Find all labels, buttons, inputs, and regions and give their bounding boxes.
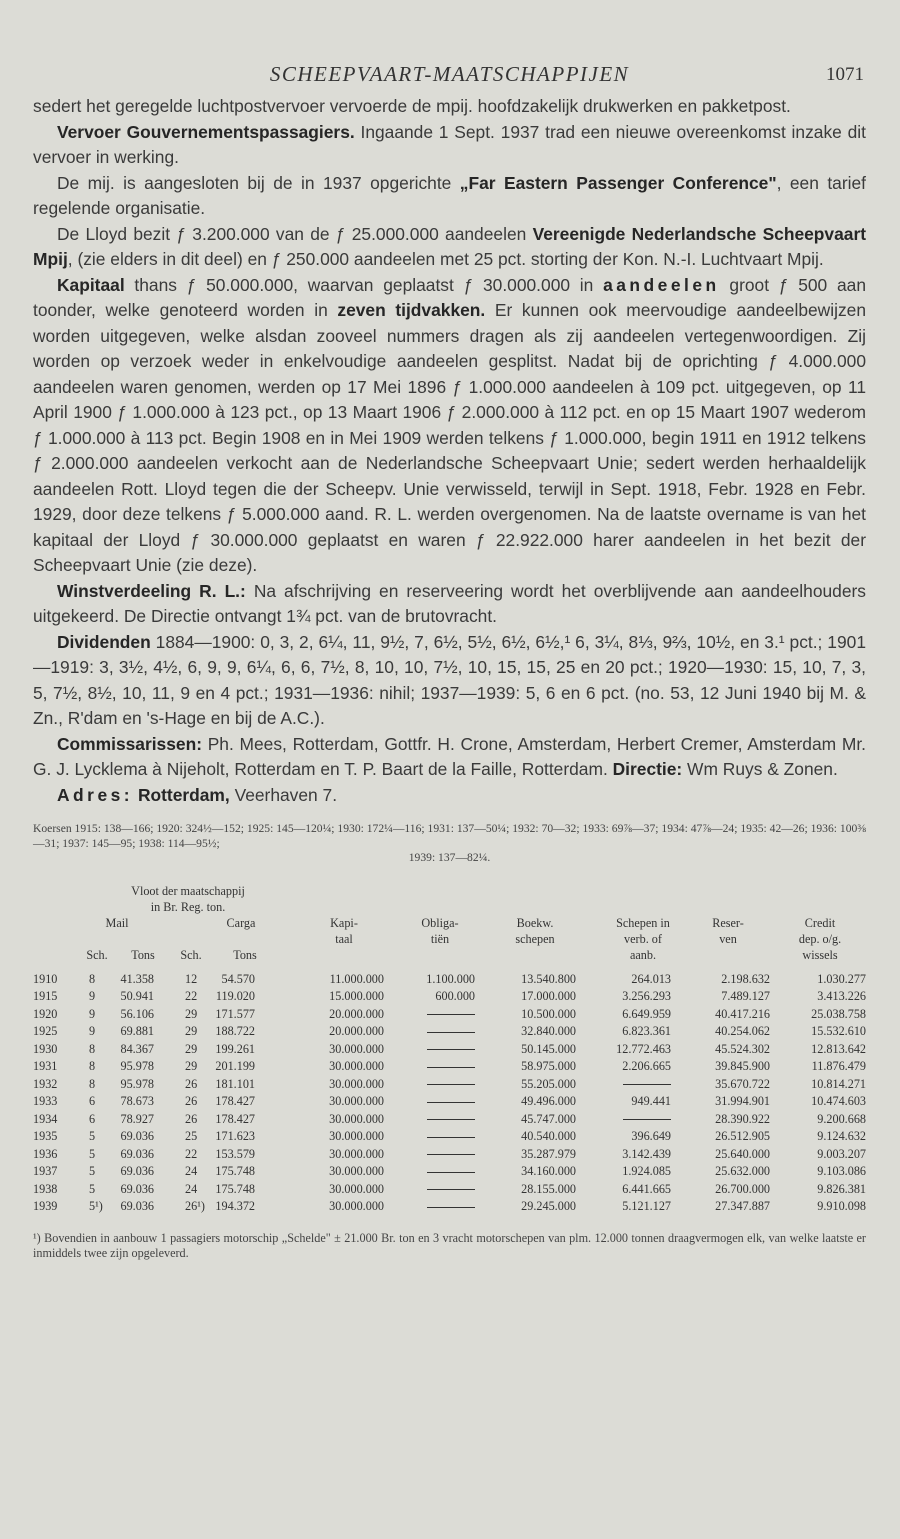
fleet-value: 9.124.632	[817, 1129, 866, 1143]
fleet-value: 45.747.000	[521, 1111, 576, 1126]
fleet-value: 30.000.000	[329, 1094, 384, 1108]
fleet-value: 20.000.000	[329, 1006, 384, 1021]
text-run: De Lloyd bezit ƒ 3.200.000 van de ƒ 25.000.000 aandeelen	[57, 223, 533, 244]
fleet-column-header: Tons	[233, 947, 257, 962]
fleet-year: 1910	[33, 971, 58, 986]
fleet-value: 9	[89, 989, 96, 1003]
fleet-value: 26	[185, 1111, 198, 1126]
fleet-column-header: verb. of	[624, 931, 662, 946]
empty-value-dash	[427, 1042, 475, 1057]
fleet-column-header: Kapi-	[330, 915, 358, 930]
fleet-value: 9.103.086	[817, 1164, 866, 1178]
fleet-value: 3.142.439	[622, 1146, 671, 1161]
fleet-value: 84.367	[120, 1041, 154, 1056]
paragraph	[33, 579, 866, 630]
fleet-value: 32.840.000	[521, 1024, 576, 1038]
fleet-value: 26	[185, 1094, 198, 1108]
page-number: 1071	[826, 64, 864, 85]
bold-term: Kapitaal	[57, 274, 125, 295]
fleet-year: 1934	[33, 1111, 58, 1126]
fleet-value: 12.813.642	[811, 1041, 866, 1056]
fleet-value: 25.038.758	[811, 1006, 866, 1021]
fleet-value: 949.441	[631, 1094, 671, 1108]
fleet-value: 30.000.000	[329, 1164, 384, 1178]
bold-term: aandeelen	[603, 274, 720, 295]
fleet-value: 9.003.207	[817, 1146, 866, 1161]
fleet-value: 50.145.000	[521, 1041, 576, 1056]
text-run: Veerhaven 7.	[229, 784, 338, 805]
fleet-value: 6	[89, 1111, 96, 1126]
fleet-year: 1925	[33, 1024, 58, 1038]
fleet-value: 6.441.665	[622, 1181, 671, 1196]
fleet-value: 600.000	[435, 989, 475, 1003]
bold-term: „Far Eastern Passenger Conference"	[459, 172, 777, 193]
paragraph	[33, 94, 866, 120]
fleet-value: 396.649	[631, 1129, 671, 1143]
fleet-year: 1930	[33, 1041, 58, 1056]
empty-value-dash	[427, 1199, 475, 1214]
page-header	[33, 60, 866, 94]
paragraph	[33, 171, 866, 222]
fleet-value: 24	[185, 1181, 198, 1196]
fleet-year: 1939	[33, 1199, 58, 1213]
fleet-value: 26¹)	[185, 1199, 205, 1213]
paragraph	[33, 630, 866, 732]
fleet-value: 9.200.668	[817, 1111, 866, 1126]
dash-line	[427, 1014, 475, 1015]
fleet-value: 25	[185, 1129, 198, 1143]
footnote: ¹) Bovendien in aanbouw 1 passagiers motorschip „Schelde" ± 21.000 Br. ton en 3 vracht motorschepen van plm. 12.000 tonnen draagvermogen elk, van welke laatste er inmiddels twee zijn opgeleverd.	[33, 1230, 866, 1260]
fleet-value: 30.000.000	[329, 1181, 384, 1196]
fleet-value: 15.000.000	[329, 989, 384, 1003]
fleet-value: 11.000.000	[329, 971, 384, 986]
fleet-value: 171.577	[215, 1006, 255, 1021]
fleet-value: 69.036	[120, 1129, 154, 1143]
fleet-value: 30.000.000	[329, 1076, 384, 1091]
fleet-value: 40.417.216	[715, 1006, 770, 1021]
fleet-value: 5¹)	[89, 1199, 103, 1213]
fleet-value: 1.924.085	[622, 1164, 671, 1178]
fleet-value: 5	[89, 1146, 96, 1161]
empty-value-dash	[427, 1077, 475, 1092]
fleet-value: 3.256.293	[622, 989, 671, 1003]
fleet-value: 3.413.226	[817, 989, 866, 1003]
bold-term: Dividenden	[57, 631, 151, 652]
fleet-value: 28.155.000	[521, 1181, 576, 1196]
fleet-value: 13.540.800	[521, 971, 576, 986]
fleet-value: 15.532.610	[811, 1024, 866, 1038]
fleet-column-header: Reser-	[712, 915, 744, 930]
empty-value-dash	[427, 1164, 475, 1179]
fleet-column-header: Schepen in	[616, 915, 670, 930]
fleet-value: 153.579	[215, 1146, 255, 1161]
fleet-value: 22	[185, 1146, 198, 1161]
fleet-column-header: Credit	[804, 915, 836, 930]
fleet-value: 10.814.271	[811, 1076, 866, 1091]
fleet-value: 69.036	[120, 1146, 154, 1161]
fleet-value: 8	[89, 1059, 96, 1073]
dash-line	[427, 1137, 475, 1138]
fleet-value: 201.199	[215, 1059, 255, 1073]
fleet-column-header: Sch.	[86, 947, 108, 962]
dash-line	[427, 1189, 475, 1190]
fleet-value: 40.540.000	[521, 1129, 576, 1143]
koersen-block	[33, 822, 866, 866]
fleet-value: 119.020	[215, 989, 255, 1003]
dash-line	[623, 1119, 671, 1120]
fleet-value: 6.649.959	[622, 1006, 671, 1021]
fleet-column-header: tiën	[430, 931, 450, 946]
fleet-value: 175.748	[215, 1181, 255, 1196]
paragraph	[33, 783, 866, 809]
empty-value-dash	[623, 1077, 671, 1092]
running-title: SCHEEPVAART-MAATSCHAPPIJEN	[269, 62, 630, 86]
bold-term: Rotterdam,	[137, 784, 230, 805]
fleet-year: 1920	[33, 1006, 58, 1021]
fleet-value: 29	[185, 1024, 198, 1038]
fleet-value: 8	[89, 1076, 96, 1091]
dash-line	[427, 1154, 475, 1155]
fleet-column-header: aanb.	[629, 947, 657, 962]
fleet-value: 181.101	[215, 1076, 255, 1091]
fleet-value: 69.036	[120, 1199, 154, 1213]
fleet-year: 1937	[33, 1164, 58, 1178]
dash-line	[427, 1084, 475, 1085]
fleet-value: 26.700.000	[715, 1181, 770, 1196]
fleet-value: 24	[185, 1164, 198, 1178]
fleet-value: 50.941	[120, 989, 154, 1003]
fleet-subgroup-header: Carga	[226, 915, 256, 930]
fleet-value: 26	[185, 1076, 198, 1091]
bold-term: Adres:	[57, 784, 134, 805]
text-run: 1884—1900: 0, 3, 2, 6¼, 11, 9½, 7, 6½, 5½, 6½, 6½,¹ 6, 3¼, 8⅓, 9⅔, 10½, en 3.¹ pct.; 1901—1919: 3, 3½, 4½, 6, 9, 9, 6¼, 6, 6, 7½, 8, 10, 10, 7½, 10, 15, 15, 25 en 20 pct.; 1920—1930: 15, 10, 7, 3, 5, 7½, 8½, 10, 11, 9 en 4 pct.; 1931—1936: nihil; 1937—1939: 5, 6 en 6 pct. (no. 53, 12 Juni 1940 bij M. & Zn., R'dam en 's-Hage en bij de A.C.).	[33, 631, 866, 728]
fleet-table	[33, 884, 866, 1219]
dash-line	[427, 1119, 475, 1120]
empty-value-dash	[427, 1094, 475, 1109]
fleet-value: 194.372	[215, 1199, 255, 1213]
fleet-value: 30.000.000	[329, 1111, 384, 1126]
fleet-value: 78.673	[120, 1094, 154, 1108]
fleet-value: 178.427	[215, 1111, 255, 1126]
fleet-value: 30.000.000	[329, 1059, 384, 1073]
empty-value-dash	[427, 1024, 475, 1039]
fleet-value: 11.876.479	[811, 1059, 866, 1073]
bold-term: Winstverdeeling R. L.:	[57, 580, 246, 601]
fleet-value: 35.287.979	[521, 1146, 576, 1161]
fleet-value: 5.121.127	[622, 1199, 671, 1213]
fleet-value: 2.206.665	[622, 1059, 671, 1073]
koersen-text-end: 1939: 137—82¼.	[408, 851, 491, 864]
fleet-value: 27.347.887	[715, 1199, 770, 1213]
fleet-value: 34.160.000	[521, 1164, 576, 1178]
fleet-value: 17.000.000	[521, 989, 576, 1003]
fleet-value: 5	[89, 1129, 96, 1143]
fleet-value: 188.722	[215, 1024, 255, 1038]
paragraph	[33, 273, 866, 579]
fleet-value: 29	[185, 1006, 198, 1021]
fleet-column-header: ven	[719, 931, 737, 946]
fleet-value: 6	[89, 1094, 96, 1108]
empty-value-dash	[427, 1112, 475, 1127]
fleet-column-header: schepen	[515, 931, 555, 946]
fleet-value: 199.261	[215, 1041, 255, 1056]
fleet-value: 29	[185, 1041, 198, 1056]
fleet-value: 30.000.000	[329, 1146, 384, 1161]
fleet-column-header: wissels	[802, 947, 838, 962]
fleet-value: 25.632.000	[715, 1164, 770, 1178]
dash-line	[623, 1084, 671, 1085]
fleet-value: 22	[185, 989, 198, 1003]
dash-line	[427, 1049, 475, 1050]
fleet-value: 69.036	[120, 1164, 154, 1178]
empty-value-dash	[427, 1182, 475, 1197]
paragraph	[33, 222, 866, 273]
fleet-value: 5	[89, 1181, 96, 1196]
dash-line	[427, 1032, 475, 1033]
fleet-group-header: Vloot der maatschappij	[131, 883, 245, 898]
fleet-value: 78.927	[120, 1111, 154, 1126]
fleet-value: 6.823.361	[622, 1024, 671, 1038]
fleet-value: 30.000.000	[329, 1199, 384, 1213]
fleet-value: 175.748	[215, 1164, 255, 1178]
fleet-value: 2.198.632	[721, 971, 770, 986]
fleet-value: 54.570	[221, 971, 255, 986]
fleet-value: 9	[89, 1024, 96, 1038]
fleet-year: 1931	[33, 1059, 58, 1073]
fleet-group-header: in Br. Reg. ton.	[150, 899, 226, 914]
text-run: sedert het geregelde luchtpostvervoer vervoerde de mpij. hoofdzakelijk drukwerken en pakketpost.	[33, 96, 791, 116]
fleet-value: 9.910.098	[817, 1199, 866, 1213]
fleet-year: 1936	[33, 1146, 58, 1161]
fleet-value: 95.978	[120, 1076, 154, 1091]
paragraph	[33, 120, 866, 171]
fleet-value: 7.489.127	[721, 989, 770, 1003]
text-run: Er kunnen ook meervoudige aandeelbewijzen worden uitgegeven, welke alsdan zooveel nummers dragen als zij aandeelen vertegenwoordigen. Zij worden op verzoek weder in enkelvoudige aandeelen gesplitst. Nadat bij de oprichting ƒ 4.000.000 aandeelen waren genomen, werden op 17 Mei 1896 ƒ 1.000.000 aandeelen à 109 pct. uitgegeven, op 11 April 1900 ƒ 1.000.000 à 123 pct., op 13 Maart 1906 ƒ 2.000.000 à 112 pct. en op 15 Maart 1907 wederom ƒ 1.000.000 à 113 pct. Begin 1908 en in Mei 1909 werden telkens ƒ 1.000.000, begin 1911 en 1912 telkens ƒ 2.000.000 aandeelen verkocht aan de Nederlandsche Scheepvaart Unie; sedert werden herhaaldelijk aandeelen Rott. Lloyd tegen die der Scheepv. Unie verwisseld, terwijl in Sept. 1918, Febr. 1928 en Febr. 1929, door deze telkens ƒ 5.000.000 aand. R. L. werden overgenomen. Na de laatste overname is van het kapitaal der Lloyd ƒ 30.000.000 geplaatst en waren ƒ 22.922.000 harer aandeelen in het bezit der Scheepvaart Unie (zie deze).	[33, 300, 867, 575]
dash-line	[427, 1067, 475, 1068]
fleet-value: 264.013	[631, 971, 671, 986]
fleet-value: 29	[185, 1059, 198, 1073]
fleet-value: 12	[185, 971, 198, 986]
text-run: Wm Ruys & Zonen.	[682, 759, 838, 779]
fleet-value: 35.670.722	[715, 1076, 770, 1091]
fleet-value: 10.474.603	[811, 1094, 866, 1108]
fleet-value: 40.254.062	[715, 1024, 770, 1038]
fleet-value: 69.036	[120, 1181, 154, 1196]
fleet-column-header: Tons	[131, 947, 155, 962]
fleet-column-header: Obliga-	[421, 915, 459, 930]
empty-value-dash	[427, 1059, 475, 1074]
text-run: , een tarief regelende organisatie.	[33, 172, 866, 218]
fleet-value: 20.000.000	[329, 1024, 384, 1038]
text-run: Na afschrijving en reserveering wordt het overblijvende aan aandeelhouders uitgekeerd. De Directie ontvangt 1¾ pct. van de brutovracht.	[33, 580, 866, 626]
fleet-value: 5	[89, 1164, 96, 1178]
fleet-value: 58.975.000	[521, 1059, 576, 1073]
koersen-text: Koersen 1915: 138—166; 1920: 324½—152; 1925: 145—120¼; 1930: 172¼—116; 1931: 137—50¼; 1932: 70—32; 1933: 69⅞—37; 1934: 47⅞—24; 1935: 42—26; 1936: 100⅜—31; 1937: 145—95; 1938: 114—95½;	[33, 822, 866, 850]
fleet-year: 1932	[33, 1076, 58, 1091]
fleet-year: 1915	[33, 989, 58, 1003]
fleet-value: 56.106	[120, 1006, 154, 1021]
fleet-column-header: dep. o/g.	[798, 931, 842, 946]
fleet-value: 1.030.277	[817, 971, 866, 986]
text-run: thans ƒ 50.000.000, waarvan geplaatst ƒ 30.000.000 in	[124, 274, 604, 295]
paragraph	[33, 732, 866, 783]
empty-value-dash	[427, 1147, 475, 1162]
fleet-year: 1935	[33, 1129, 58, 1143]
text-run: Ph. Mees, Rotterdam, Gottfr. H. Crone, Amsterdam, Herbert Cremer, Amsterdam Mr. G. J. Lycklema à Nijeholt, Rotterdam en T. P. Baart de la Faille, Rotterdam.	[33, 733, 866, 779]
body-text	[33, 94, 866, 808]
fleet-value: 95.978	[120, 1059, 154, 1073]
fleet-value: 26.512.905	[715, 1129, 770, 1143]
fleet-value: 1.100.000	[426, 971, 475, 986]
fleet-value: 39.845.900	[715, 1059, 770, 1073]
dash-line	[427, 1172, 475, 1173]
fleet-value: 12.772.463	[616, 1041, 671, 1056]
fleet-column-header: taal	[335, 931, 353, 946]
text-run: Ingaande 1 Sept. 1937 trad een nieuwe overeenkomst inzake dit vervoer in werking.	[33, 121, 866, 167]
fleet-subgroup-header: Mail	[105, 915, 129, 930]
fleet-column-header: Sch.	[180, 947, 202, 962]
empty-value-dash	[427, 1129, 475, 1144]
empty-value-dash	[427, 1007, 475, 1022]
fleet-value: 10.500.000	[521, 1006, 576, 1021]
fleet-value: 178.427	[215, 1094, 255, 1108]
fleet-value: 25.640.000	[715, 1146, 770, 1161]
dash-line	[427, 1102, 475, 1103]
fleet-value: 29.245.000	[521, 1199, 576, 1213]
text-run: groot ƒ 500 aan toonder, welke genoteerd worden in	[33, 274, 866, 320]
fleet-value: 45.524.302	[715, 1041, 770, 1056]
text-run: De mij. is aangesloten bij de in 1937 opgerichte	[57, 172, 460, 193]
bold-term: Commissarissen:	[57, 733, 202, 754]
fleet-column-header: Boekw.	[516, 915, 554, 930]
bold-term: Directie:	[612, 759, 683, 779]
fleet-value: 69.881	[120, 1024, 154, 1038]
fleet-value: 9	[89, 1006, 96, 1021]
bold-term: Vervoer Gouvernementspassagiers.	[57, 121, 355, 142]
fleet-value: 8	[89, 971, 96, 986]
fleet-value: 55.205.000	[521, 1076, 576, 1091]
text-run: , (zie elders in dit deel) en ƒ 250.000 aandeelen met 25 pct. storting der Kon. N.-I. Luchtvaart Mpij.	[67, 249, 824, 269]
bold-term: Vereenigde Nederlandsche Scheepvaart Mpij	[33, 223, 867, 269]
fleet-value: 171.623	[215, 1129, 255, 1143]
dash-line	[427, 1207, 475, 1208]
fleet-year: 1938	[33, 1181, 58, 1196]
empty-value-dash	[623, 1112, 671, 1127]
fleet-value: 31.994.901	[715, 1094, 770, 1108]
fleet-value: 30.000.000	[329, 1129, 384, 1143]
bold-term: zeven tijdvakken.	[337, 300, 486, 320]
fleet-value: 9.826.381	[817, 1181, 866, 1196]
fleet-value: 28.390.922	[715, 1111, 770, 1126]
fleet-value: 8	[89, 1041, 96, 1056]
fleet-value: 41.358	[120, 971, 154, 986]
fleet-value: 49.496.000	[521, 1094, 576, 1108]
fleet-value: 30.000.000	[329, 1041, 384, 1056]
fleet-year: 1933	[33, 1094, 58, 1108]
